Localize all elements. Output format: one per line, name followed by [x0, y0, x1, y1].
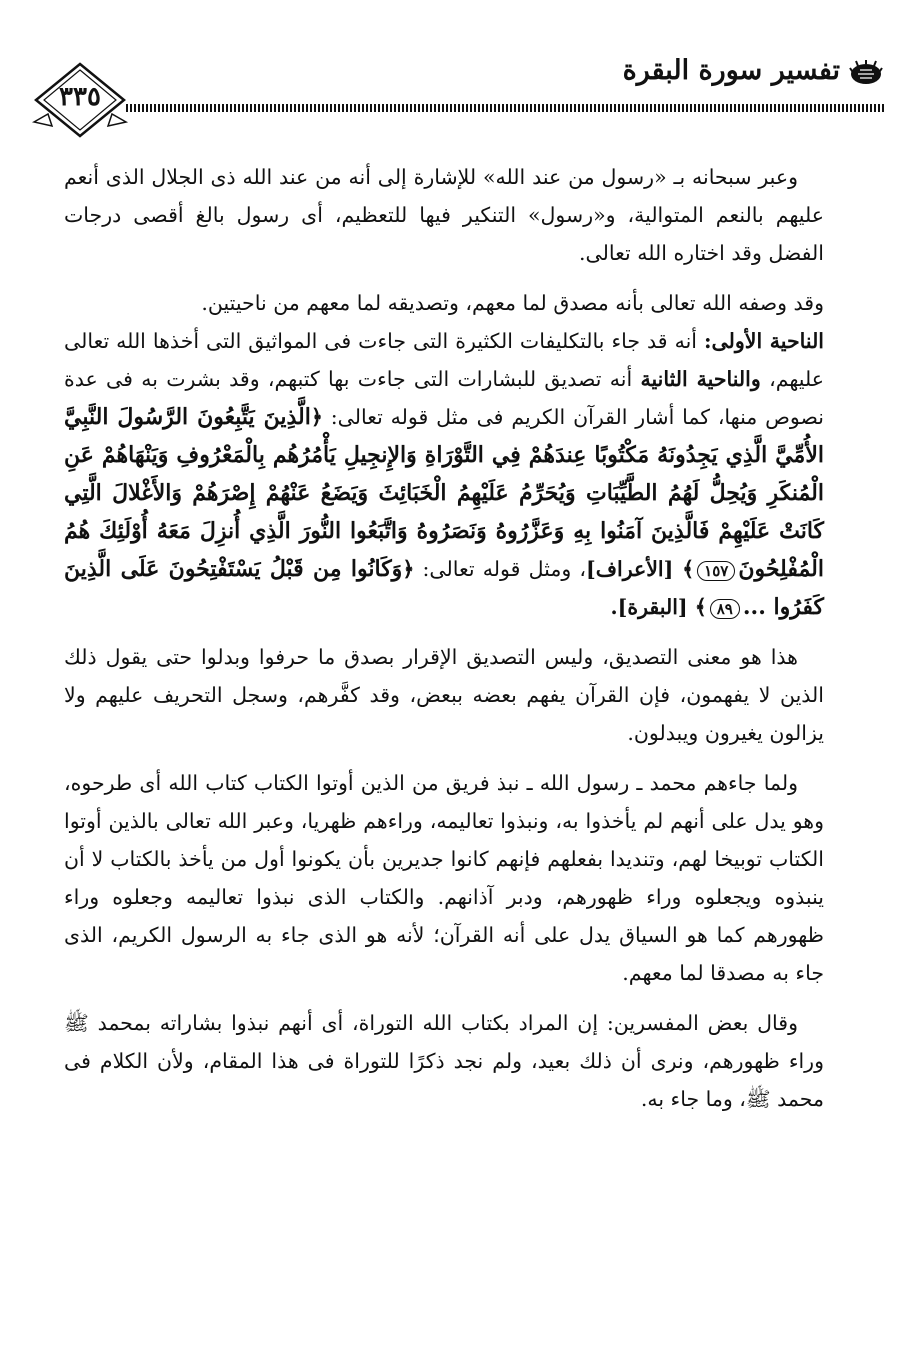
sura-reference: [البقرة]. [610, 595, 695, 619]
paragraph: وقال بعض المفسرين: إن المراد بكتاب الله التوراة، أى أنهم نبذوا بشاراته بمحمد ﷺ وراء ظهورهم، ونرى أن ذلك بعيد، ولم نجد ذكرًا للتوراة فى هذا المقام، ولأن الكلام فى محمد ﷺ، وما جاء به. [64, 1011, 824, 1111]
running-title: تفسير سورة البقرة [622, 55, 840, 86]
quran-bracket-close: ﴾ [694, 595, 707, 619]
section-label: الناحية الأولى: [703, 329, 825, 353]
paragraph: وعبر سبحانه بـ «رسول من عند الله» للإشارة إلى أنه من عند الله ذى الجلال الذى أنعم عليهم بالنعم المتوالية، و«رسول» التنكير فيها للتعظيم، أى رسول بالغ أقصى درجات الفضل وقد اختاره الله تعالى. [64, 165, 824, 265]
section-label: والناحية الثانية [640, 367, 761, 391]
paragraph-text: أنه تصديق للبشارات التى جاءت بها كتبهم، وقد بشرت به فى عدة نصوص منها، كما أشار القرآن الكريم فى مثل قوله تعالى: [64, 367, 824, 429]
page-number: ٣٣٥ [59, 82, 101, 112]
paragraph-text: أنه قد جاء بالتكليفات الكثيرة التى جاءت فى المواثيق التى أخذها الله تعالى عليهم، [64, 329, 825, 391]
paragraph-with-verses [64, 322, 824, 626]
sura-reference: [الأعراف] [586, 557, 683, 581]
paragraph: ولما جاءهم محمد ـ رسول الله ـ نبذ فريق من الذين أوتوا الكتاب كتاب الله أى طرحوه، وهو يدل على أنهم لم يأخذوا به، ونبذوا تعاليمه، وراءهم ظهريا، وعبر الله تعالى بالذين أوتوا الكتاب توبيخا لهم، وتنديدا بفعلهم فإنهم كانوا جديرين بأن يكونوا أول من يأخذ بالكتاب لا أن ينبذوه ويجعلوه وراء ظهورهم، ودبر آذانهم. والكتاب الذى نبذوا تعاليمه وجعلوه وراء ظهورهم كما هو السياق يدل على أنه القرآن؛ لأنه هو الذى جاء به الرسول الكريم، الذى جاء به مصدقا لما معهم. [64, 771, 824, 985]
paragraph: وقد وصفه الله تعالى بأنه مصدق لما معهم، وتصديقه لما معهم من ناحيتين. [201, 291, 824, 315]
page-header [0, 0, 920, 140]
page-body [64, 158, 824, 1118]
paragraph-text: ، ومثل قوله تعالى: [414, 557, 587, 581]
quran-verse: وَكَانُوا مِن قَبْلُ يَسْتَفْتِحُونَ عَلَى الَّذِينَ كَفَرُوا ... [64, 556, 824, 620]
paragraph: هذا هو معنى التصديق، وليس التصديق الإقرار بصدق ما حرفوا وبدلوا حتى يقول ذلك الذين لا يفهمون، فإن القرآن يفهم بعضه ببعض، وقد كفَّرهم، وسجل التحريف عليهم ولا يزالون يغيرون ويبدلون. [64, 645, 824, 745]
quran-bracket-open: ﴿ [402, 557, 415, 581]
quran-bracket-close: ﴾ [682, 557, 695, 581]
page-number-badge [30, 60, 130, 140]
quran-bracket-open: ﴿ [310, 405, 323, 429]
quran-verse: الَّذِينَ يَتَّبِعُونَ الرَّسُولَ النَّبِيَّ الأُمِّيَّ الَّذِي يَجِدُونَهُ مَكْتُوبًا عِندَهُمْ فِي التَّوْرَاةِ وَالإِنجِيلِ يَأْمُرُهُم بِالْمَعْرُوفِ وَيَنْهَاهُمْ عَنِ الْمُنكَرِ وَيُحِلُّ لَهُمُ الطَّيِّبَاتِ وَيُحَرِّمُ عَلَيْهِمُ الْخَبَائِثَ وَيَضَعُ عَنْهُمْ إِصْرَهُمْ وَالأَغْلالَ الَّتِي كَانَتْ عَلَيْهِمْ فَالَّذِينَ آمَنُوا بِهِ وَعَزَّرُوهُ وَنَصَرُوهُ وَاتَّبَعُوا النُّورَ الَّذِي أُنزِلَ مَعَهُ أُوْلَئِكَ هُمُ الْمُفْلِحُونَ [64, 404, 824, 582]
ayah-number: ٨٩ [710, 599, 740, 619]
ornament-icon [848, 60, 884, 88]
header-rule [126, 104, 884, 112]
ayah-number: ١٥٧ [697, 561, 735, 581]
